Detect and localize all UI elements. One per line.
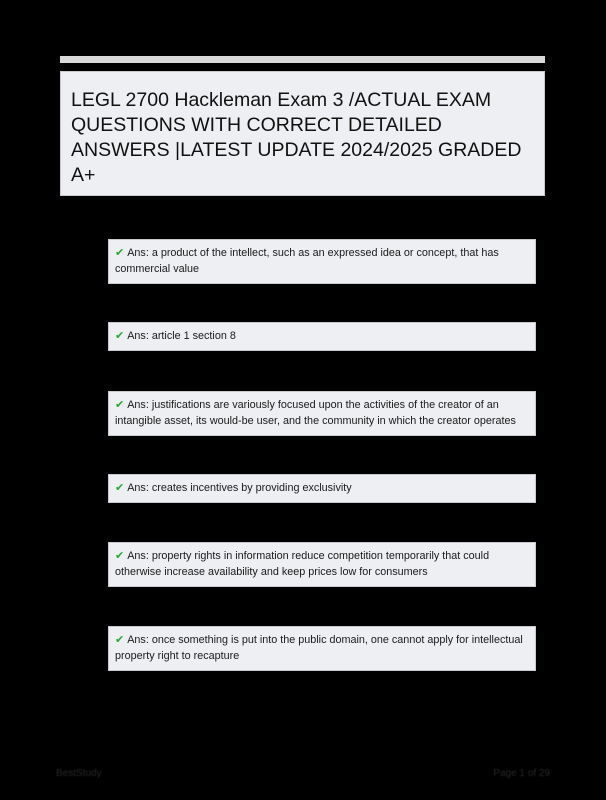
checkmark-icon: ✔ — [115, 634, 125, 646]
answer-box — [108, 474, 536, 503]
checkmark-icon: ✔ — [115, 550, 125, 562]
answer-box — [108, 542, 536, 587]
answer-box — [108, 626, 536, 671]
answer-box — [108, 239, 536, 284]
top-divider-bar — [60, 56, 545, 63]
answer-text: Ans: article 1 section 8 — [127, 330, 236, 342]
answer-box — [108, 391, 536, 436]
footer-brand: BestStudy — [56, 768, 102, 779]
checkmark-icon: ✔ — [115, 247, 125, 259]
title-box — [60, 71, 545, 196]
answer-text: Ans: property rights in information reduce competition temporarily that could otherwise increase availability and keep prices low for consumers — [115, 550, 490, 578]
checkmark-icon: ✔ — [115, 399, 125, 411]
answer-text: Ans: justifications are variously focused upon the activities of the creator of an intangible asset, its would-be user, and the community in which the creator operates — [115, 399, 516, 427]
answer-text: Ans: a product of the intellect, such as an expressed idea or concept, that has commercial value — [115, 247, 499, 275]
answer-box — [108, 322, 536, 351]
document-title: LEGL 2700 Hackleman Exam 3 /ACTUAL EXAM QUESTIONS WITH CORRECT DETAILED ANSWERS |LATEST UPDATE 2024/2025 GRADED A+ — [71, 89, 522, 186]
answer-text: Ans: once something is put into the public domain, one cannot apply for intellectual property right to recapture — [115, 634, 523, 662]
answer-text: Ans: creates incentives by providing exclusivity — [127, 482, 352, 494]
footer-page-number: Page 1 of 29 — [493, 768, 550, 779]
checkmark-icon: ✔ — [115, 330, 125, 342]
checkmark-icon: ✔ — [115, 482, 125, 494]
